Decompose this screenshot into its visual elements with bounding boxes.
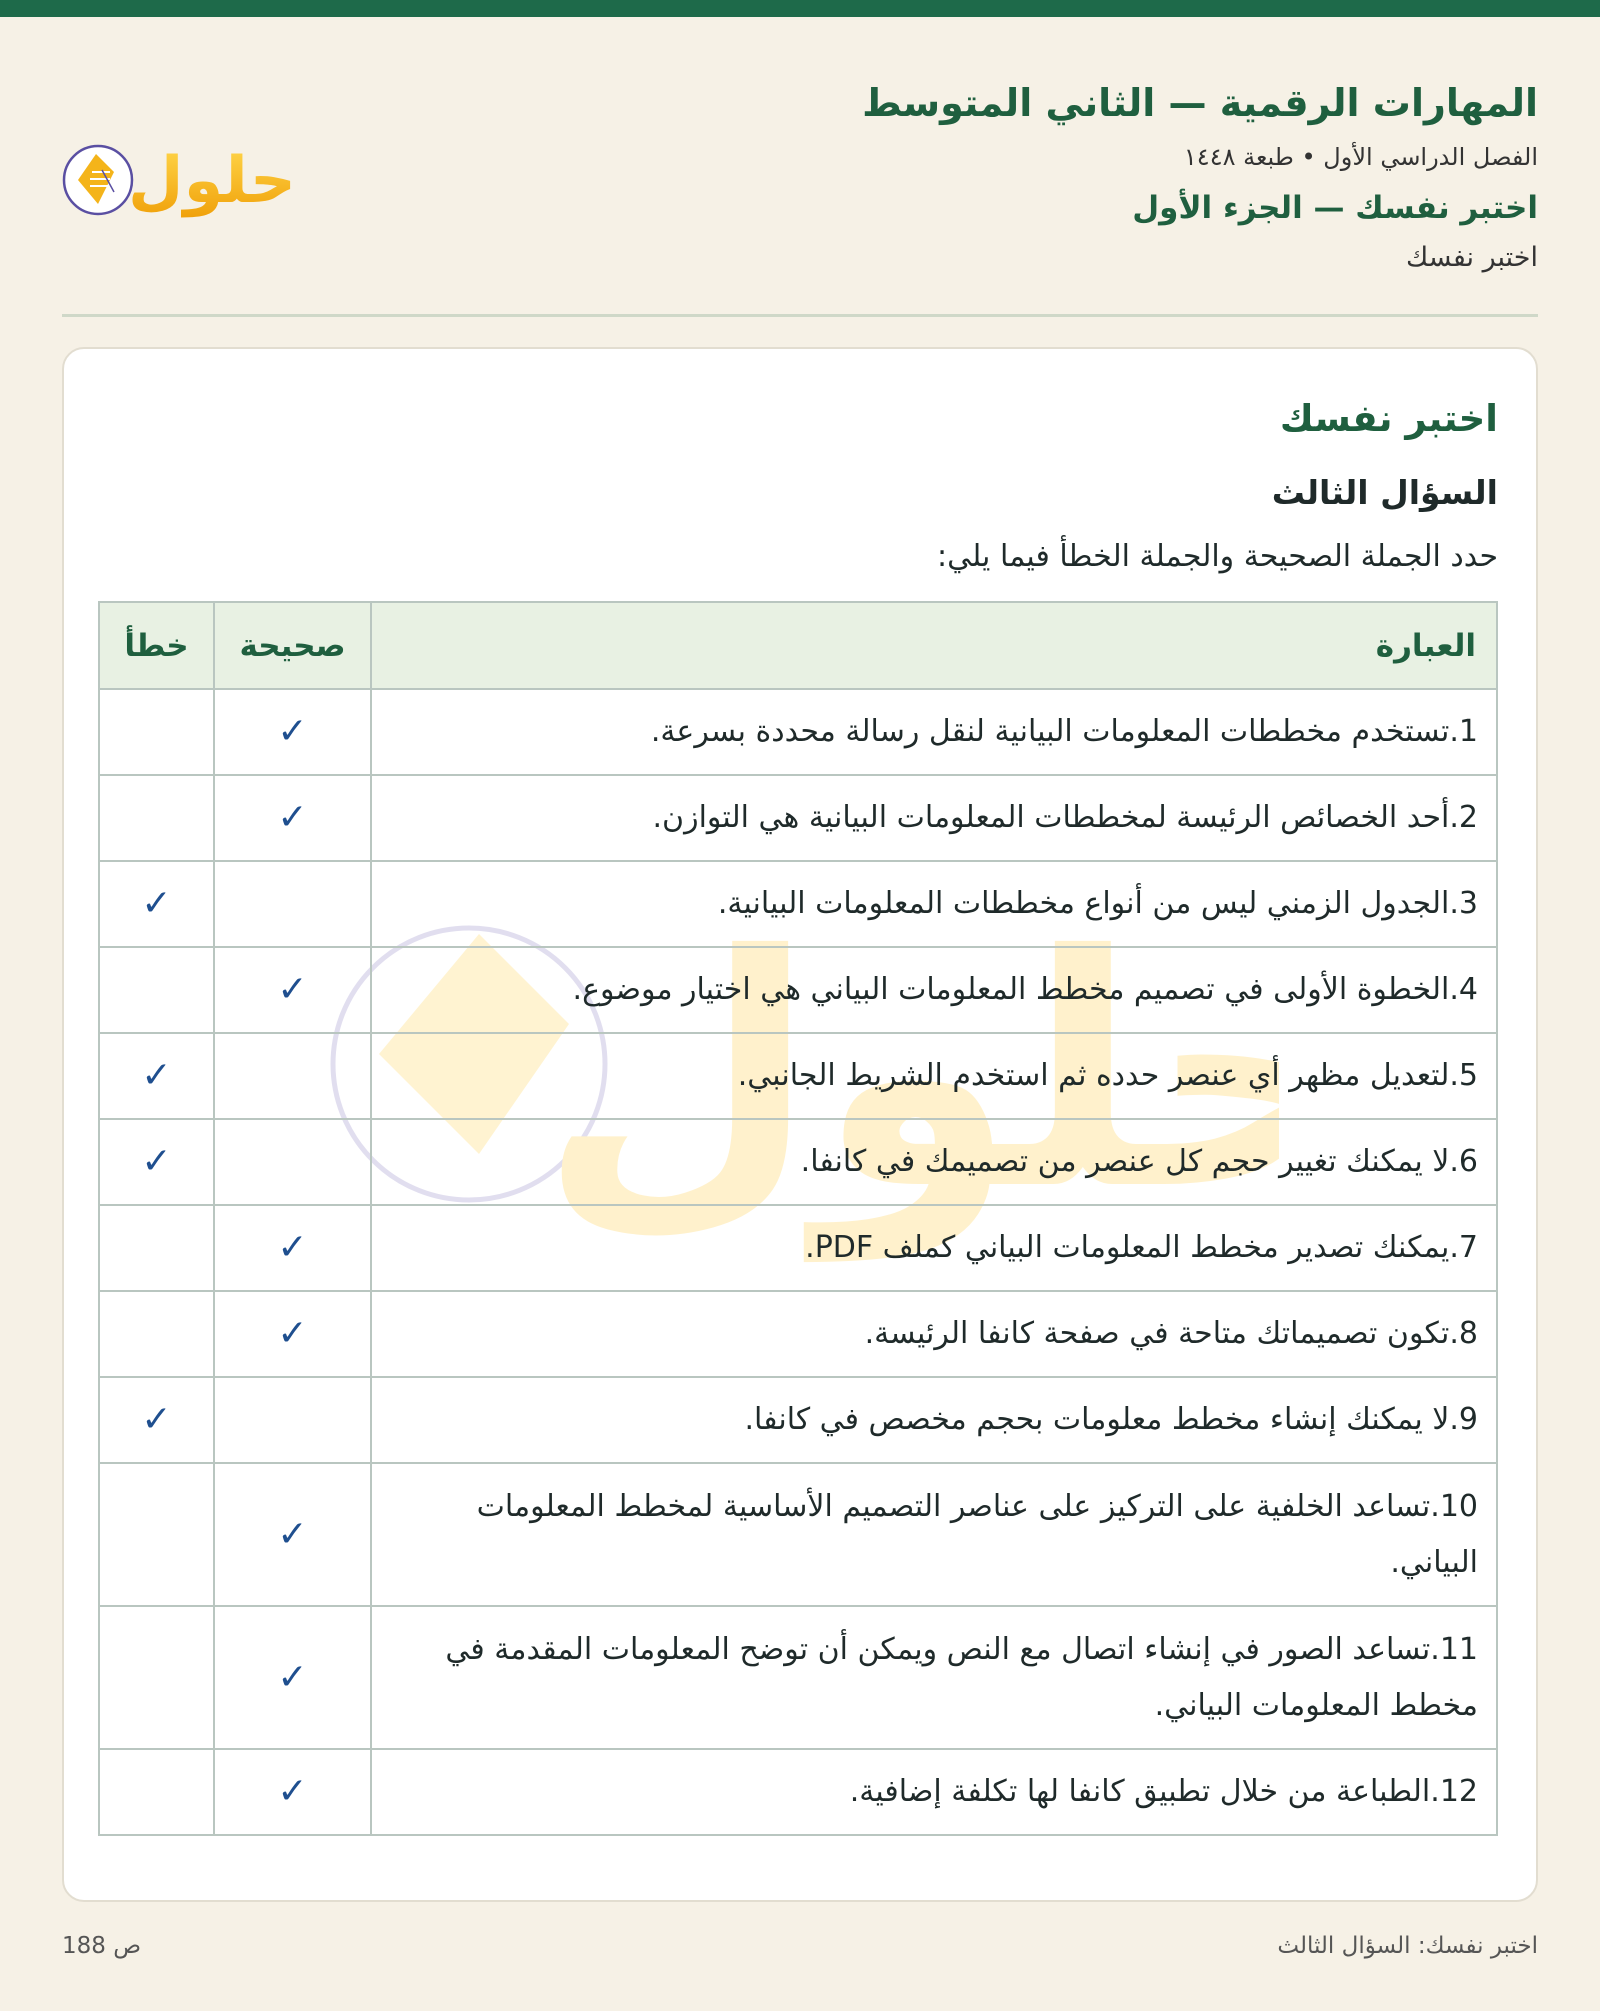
- table-row: [99, 775, 1497, 861]
- correct-mark-cell: [214, 1606, 371, 1749]
- statement-text: الجدول الزمني ليس من أنواع مخططات المعلومات البيانية.: [717, 886, 1450, 921]
- sub-title: اختبر نفسك: [1406, 242, 1538, 273]
- statement-text: أحد الخصائص الرئيسة لمخططات المعلومات البيانية هي التوازن.: [652, 800, 1450, 835]
- checkmark-icon: ✓: [141, 1141, 172, 1182]
- statement-cell: [371, 1606, 1497, 1749]
- correct-mark-cell: [214, 1205, 371, 1291]
- wrong-mark-cell: [99, 1033, 214, 1119]
- correct-mark-cell: [214, 775, 371, 861]
- statement-cell: [371, 689, 1497, 775]
- checkmark-icon: ✓: [141, 1055, 172, 1096]
- statement-number: 12.: [1430, 1774, 1478, 1809]
- wrong-mark-cell: [99, 1377, 214, 1463]
- statement-column-header: العبارة: [371, 602, 1497, 689]
- instructions-text: حدد الجملة الصحيحة والجملة الخطأ فيما يلي:: [937, 539, 1498, 574]
- statement-text: الطباعة من خلال تطبيق كانفا لها تكلفة إضافية.: [849, 1774, 1431, 1809]
- statement-text: لتعديل مظهر أي عنصر حدده ثم استخدم الشريط الجانبي.: [737, 1058, 1450, 1093]
- wrong-mark-cell: [99, 1291, 214, 1377]
- table-row: [99, 1119, 1497, 1205]
- book-icon: [62, 132, 292, 222]
- checkmark-icon: ✓: [277, 1227, 308, 1268]
- checkmark-icon: ✓: [277, 711, 308, 752]
- statement-number: 7.: [1449, 1230, 1478, 1265]
- hulul-logo: [62, 132, 292, 222]
- checkmark-icon: ✓: [277, 969, 308, 1010]
- statement-number: 11.: [1430, 1631, 1478, 1667]
- table-row: [99, 861, 1497, 947]
- table-row: [99, 689, 1497, 775]
- correct-column-header: صحيحة: [214, 602, 371, 689]
- wrong-mark-cell: [99, 1749, 214, 1835]
- correct-mark-cell: [214, 1291, 371, 1377]
- statement-number: 5.: [1449, 1058, 1478, 1093]
- checkmark-icon: ✓: [277, 1771, 308, 1812]
- statement-number: 9.: [1449, 1402, 1478, 1437]
- statement-cell: [371, 1463, 1497, 1606]
- statement-text: تكون تصميماتك متاحة في صفحة كانفا الرئيسة.: [864, 1316, 1450, 1351]
- correct-mark-cell: [214, 689, 371, 775]
- correct-mark-cell: [214, 947, 371, 1033]
- table-row: [99, 1291, 1497, 1377]
- statement-number: 4.: [1449, 972, 1478, 1007]
- correct-mark-cell: [214, 1119, 371, 1205]
- checkmark-icon: ✓: [277, 1656, 308, 1698]
- wrong-mark-cell: [99, 1205, 214, 1291]
- statement-number: 6.: [1449, 1144, 1478, 1179]
- statement-cell: [371, 1033, 1497, 1119]
- top-accent-bar: [0, 0, 1600, 17]
- statement-number: 3.: [1449, 886, 1478, 921]
- statement-cell: [371, 1205, 1497, 1291]
- statement-text: تستخدم مخططات المعلومات البيانية لنقل رسالة محددة بسرعة.: [650, 714, 1450, 749]
- wrong-mark-cell: [99, 861, 214, 947]
- statement-number: 2.: [1449, 800, 1478, 835]
- checkmark-icon: ✓: [277, 1513, 308, 1555]
- wrong-mark-cell: [99, 947, 214, 1033]
- term-line: الفصل الدراسي الأول • طبعة ١٤٤٨: [1183, 143, 1538, 171]
- wrong-mark-cell: [99, 1119, 214, 1205]
- statement-number: 10.: [1430, 1488, 1478, 1524]
- footer-breadcrumb: اختبر نفسك: السؤال الثالث: [1277, 1933, 1538, 1959]
- statement-number: 8.: [1449, 1316, 1478, 1351]
- wrong-mark-cell: [99, 1606, 214, 1749]
- content-card: [62, 347, 1538, 1902]
- correct-mark-cell: [214, 861, 371, 947]
- statement-cell: [371, 1291, 1497, 1377]
- statement-text: لا يمكنك تغيير حجم كل عنصر من تصميمك في كانفا.: [800, 1144, 1450, 1179]
- svg-text:حلول: حلول: [128, 144, 292, 218]
- wrong-mark-cell: [99, 775, 214, 861]
- statement-text: لا يمكنك إنشاء مخطط معلومات بحجم مخصص في كانفا.: [744, 1402, 1450, 1437]
- statement-text: تساعد الصور في إنشاء اتصال مع النص ويمكن أن توضح المعلومات المقدمة في مخطط المعلومات البياني.: [445, 1631, 1478, 1723]
- statement-text: يمكنك تصدير مخطط المعلومات البياني كملف PDF.: [805, 1230, 1450, 1265]
- wrong-column-header: خطأ: [99, 602, 214, 689]
- statement-cell: [371, 947, 1497, 1033]
- correct-mark-cell: [214, 1463, 371, 1606]
- correct-mark-cell: [214, 1033, 371, 1119]
- statement-cell: [371, 861, 1497, 947]
- book-title: المهارات الرقمية — الثاني المتوسط: [862, 81, 1538, 125]
- statement-text: تساعد الخلفية على التركيز على عناصر التصميم الأساسية لمخطط المعلومات البياني.: [476, 1488, 1478, 1580]
- table-row: [99, 1463, 1497, 1606]
- page-header: [62, 70, 1538, 317]
- statement-cell: [371, 1749, 1497, 1835]
- wrong-mark-cell: [99, 1463, 214, 1606]
- correct-mark-cell: [214, 1749, 371, 1835]
- statement-cell: [371, 1119, 1497, 1205]
- table-row: [99, 1377, 1497, 1463]
- table-row: [99, 1205, 1497, 1291]
- statement-cell: [371, 775, 1497, 861]
- table-row: [99, 1033, 1497, 1119]
- table-row: [99, 1606, 1497, 1749]
- checkmark-icon: ✓: [277, 797, 308, 838]
- table-row: [99, 1749, 1497, 1835]
- checkmark-icon: ✓: [141, 1399, 172, 1440]
- table-header-row: [99, 602, 1497, 689]
- true-false-table: [98, 601, 1498, 1836]
- table-row: [99, 947, 1497, 1033]
- checkmark-icon: ✓: [277, 1313, 308, 1354]
- statement-text: الخطوة الأولى في تصميم مخطط المعلومات البياني هي اختيار موضوع.: [572, 972, 1450, 1007]
- svg-text:حلول: لول: [539, 888, 1149, 1260]
- card-title: اختبر نفسك: [1279, 397, 1498, 440]
- statement-number: 1.: [1449, 714, 1478, 749]
- checkmark-icon: ✓: [141, 883, 172, 924]
- page-number: ص 188: [62, 1933, 142, 1959]
- question-title: السؤال الثالث: [1271, 473, 1498, 512]
- section-title: اختبر نفسك — الجزء الأول: [1132, 190, 1538, 226]
- wrong-mark-cell: [99, 689, 214, 775]
- statement-cell: [371, 1377, 1497, 1463]
- correct-mark-cell: [214, 1377, 371, 1463]
